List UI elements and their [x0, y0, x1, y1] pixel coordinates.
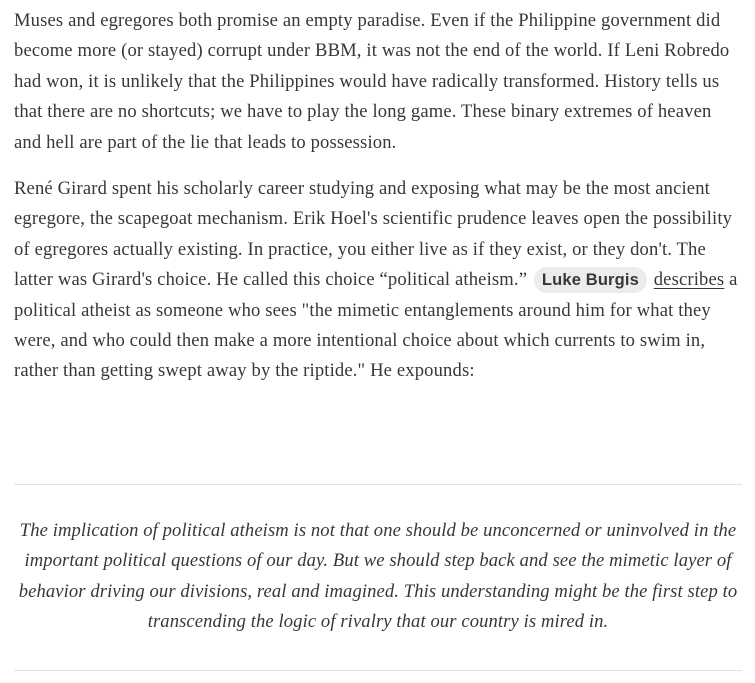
describes-link[interactable]: describes: [653, 269, 725, 291]
article-body: [14, 6, 742, 403]
blockquote-bottom-divider: [14, 670, 742, 671]
blockquote-top-divider: [14, 484, 742, 485]
blockquote: The implication of political atheism is not that one should be unconcerned or uninvolved in the important political questions of our day. But we should step back and see the mimetic layer of behavior driving our divisions, real and imagined. This understanding might be the first step to transcending the logic of rivalry that our country is mired in.: [18, 520, 738, 633]
paragraph-2-text-before: René Girard spent his scholarly career studying and exposing what may be the most ancient egregore, the scapegoat mechanism. Erik Hoel's scientific prudence leaves open the possibility of egregores actually existing. In practice, you either live as if they exist, or they don't. The latter was Girard's choice. He called this choice “political atheism.”: [14, 178, 733, 291]
paragraph-1: Muses and egregores both promise an empty paradise. Even if the Philippine government did become more (or stayed) corrupt under BBM, it was not the end of the world. If Leni Robredo had won, it is unlikely that the Philippines would have radically transformed. History tells us that there are no shortcuts; we have to play the long game. These binary extremes of heaven and hell are part of the lie that leads to possession.: [14, 10, 730, 153]
author-mention-chip[interactable]: Luke Burgis: [534, 267, 647, 293]
paragraph-2-text-after: a political atheist as someone who sees "the mimetic entanglements around him for what they were, and who could then make a more intentional choice about which currents to swim in, rather than getting swept away by the riptide." He expounds:: [14, 269, 738, 382]
paragraph-2: [14, 174, 742, 387]
